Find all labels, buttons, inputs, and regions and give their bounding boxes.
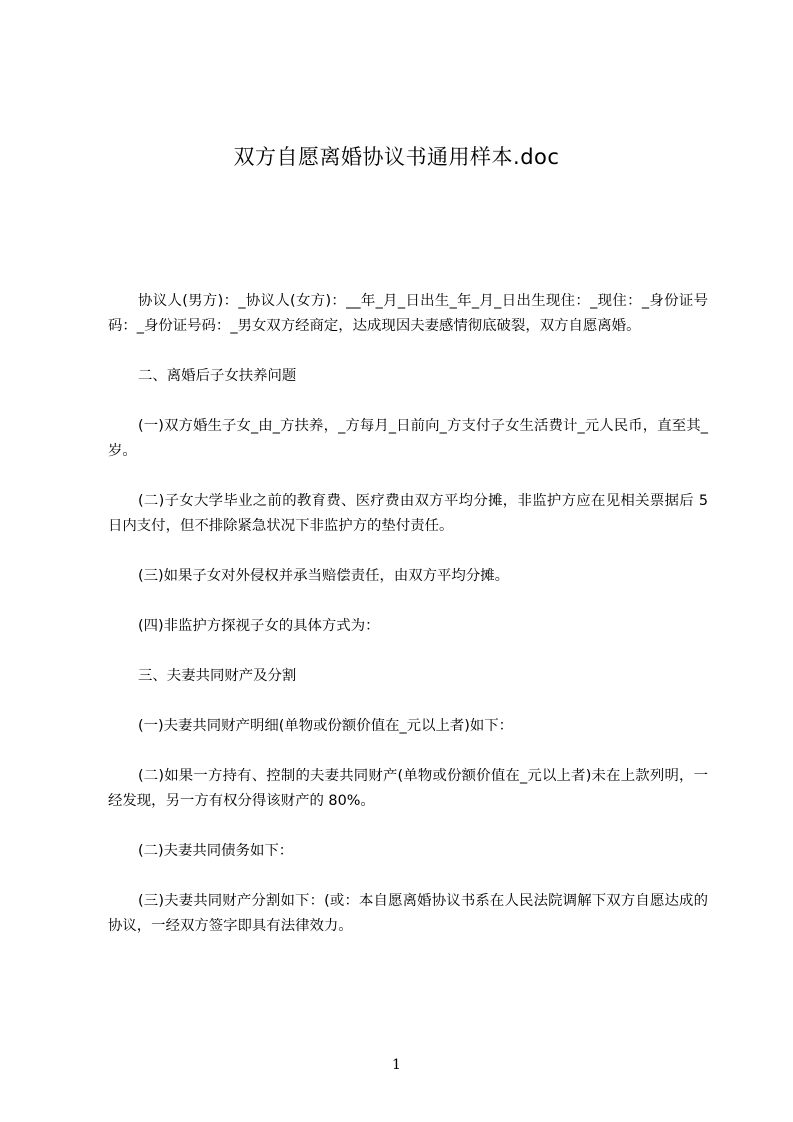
document-title: 双方自愿离婚协议书通用样本.doc (233, 145, 560, 169)
section-heading-child-support: 二、离婚后子女扶养问题 (138, 368, 297, 384)
paragraph-property-division: (三)夫妻共同财产分割如下：(或：本自愿离婚协议书系在人民法院调解下双方自愿达成的协议，一经双方签字即具有法律效力。 (108, 893, 708, 934)
paragraph-custody: (一)双方婚生子女_由_方扶养，_方每月_日前向_方支付子女生活费计_元人民币，直至其_岁。 (108, 418, 708, 459)
paragraph-visitation: (四)非监护方探视子女的具体方式为： (138, 618, 380, 634)
page-number: 1 (392, 1057, 401, 1073)
paragraph-tort-liability: (三)如果子女对外侵权并承当赔偿责任，由双方平均分摊。 (138, 568, 509, 584)
section-heading-property: 三、夫妻共同财产及分割 (138, 668, 297, 684)
paragraph-parties: 协议人(男方)：_协议人(女方)：__年_月_日出生_年_月_日出生现住：_现住：_身份证号码：_身份证号码：_男女双方经商定，达成现因夫妻感情彻底破裂，双方自愿离婚。 (108, 293, 708, 334)
paragraph-joint-debts: (二)夫妻共同债务如下： (138, 843, 294, 859)
paragraph-undisclosed-property: (二)如果一方持有、控制的夫妻共同财产(单物或份额价值在_元以上者)未在上款列明，一经发现，另一方有权分得该财产的 80%。 (108, 768, 708, 809)
document-body (108, 289, 708, 964)
paragraph-property-list: (一)夫妻共同财产明细(单物或份额价值在_元以上者)如下： (138, 718, 514, 734)
paragraph-education-costs: (二)子女大学毕业之前的教育费、医疗费由双方平均分摊，非监护方应在见相关票据后 5 日内支付，但不排除紧急状况下非监护方的垫付责任。 (108, 493, 708, 534)
